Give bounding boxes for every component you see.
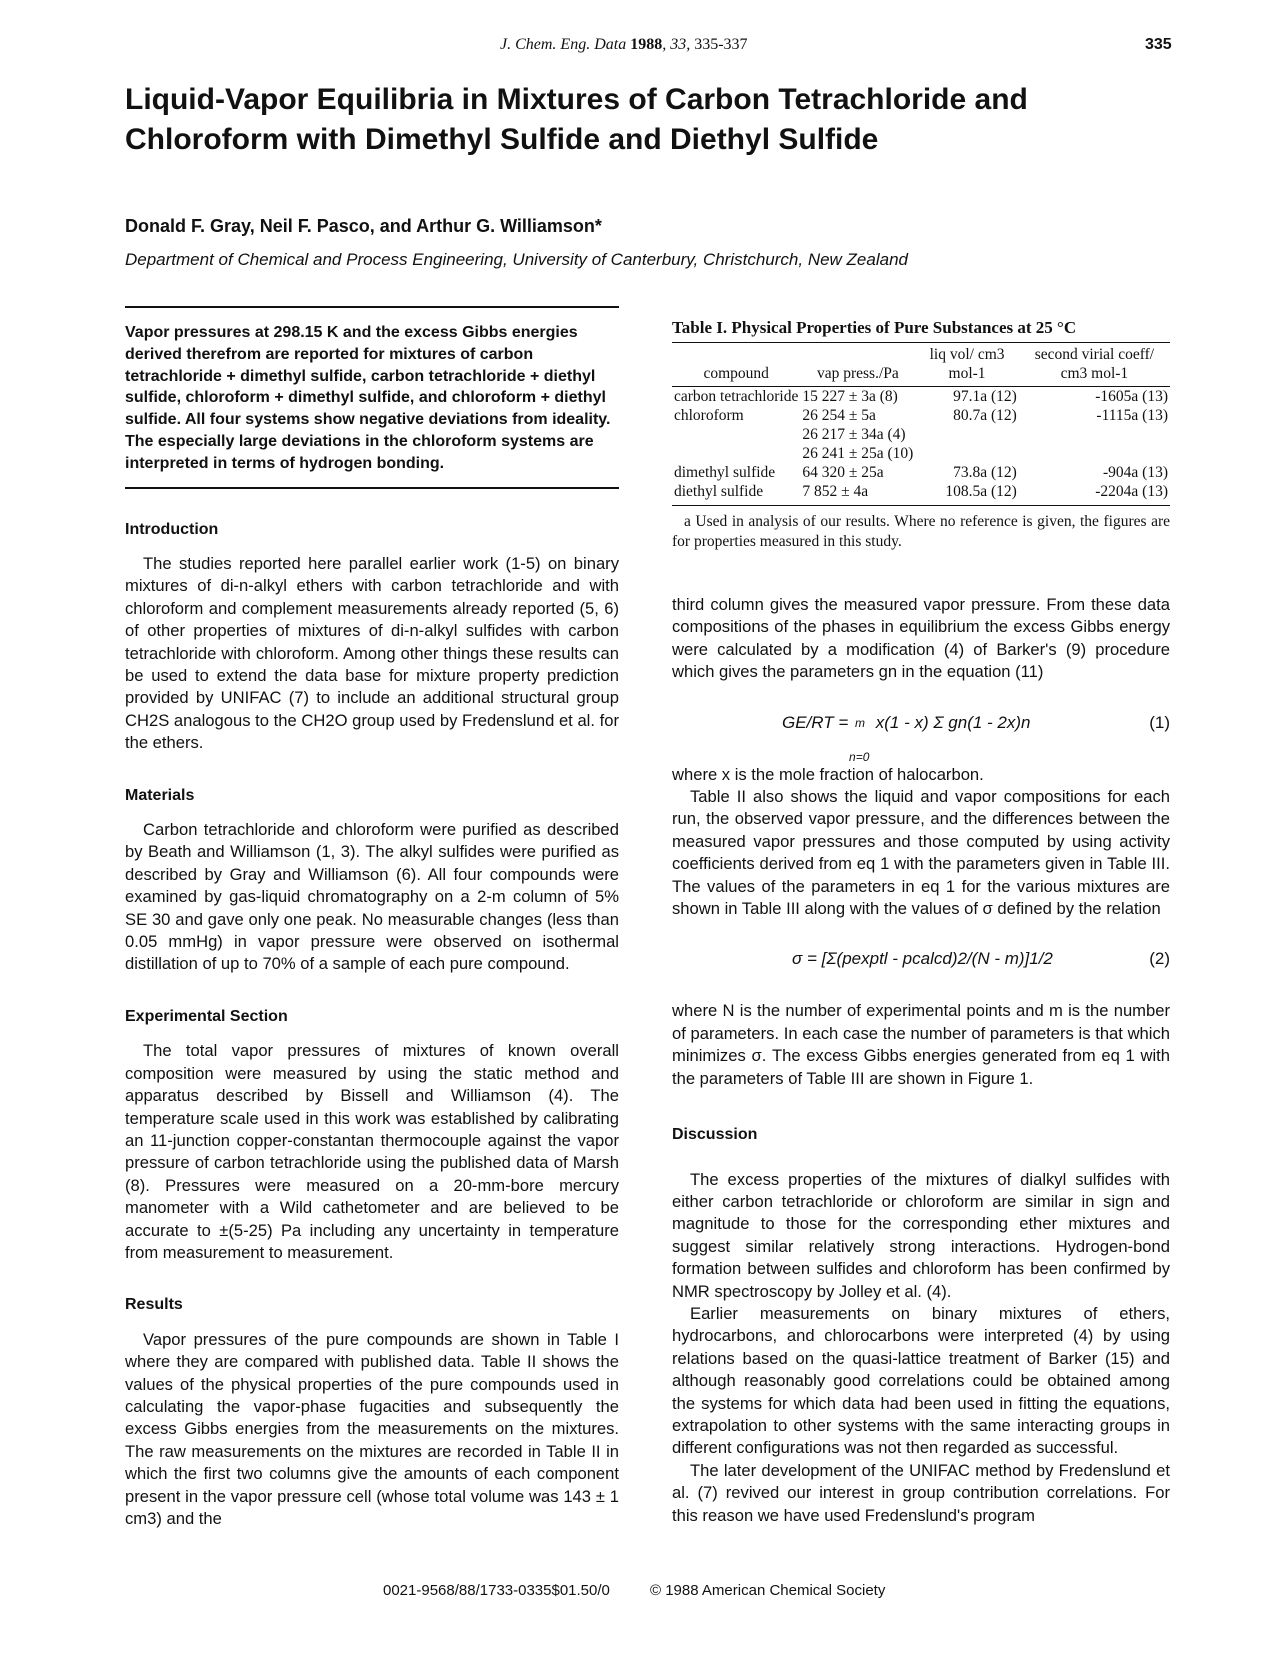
journal-pages: 335-337 [694, 36, 748, 53]
table-row [672, 444, 1170, 463]
results-paragraph-5: where N is the number of experimental points and m is the number of parameters. In each case the number of parameters is that which minimizes σ. The excess Gibbs energies generated from eq 1 with the parameters of Table III are shown in Figure 1. [672, 1001, 1170, 1088]
table-cell-liq-vol: 97.1a (12) [953, 388, 1017, 405]
discussion-paragraph-1: The excess properties of the mixtures of dialkyl sulfides with either carbon tetrachloride or chloroform are similar in sign and magnitude to those for the corresponding ether mixtures and suggest similar relatively strong interactions. Hydrogen-bond formation between sulfides and chloroform has been confirmed by NMR spectroscopy by Jolley et al. (4). [672, 1169, 1170, 1301]
footer-copyright: © 1988 American Chemical Society [650, 1582, 886, 1599]
article-title: Liquid-Vapor Equilibria in Mixtures of Carbon Tetrachloride and Chloroform with Dimethyl Sulfide and Diethyl Sulfide [125, 83, 1028, 156]
table-cell-liq-vol [915, 444, 1018, 463]
table-1-title: Table I. Physical Properties of Pure Substances at 25 °C [672, 316, 1170, 343]
experimental-paragraph: The total vapor pressures of mixtures of known overall composition were measured by using the static method and apparatus described by Bissell and Williamson (4). The temperature scale used in this work was established by calibrating an 11-junction copper-constantan thermocouple against the vapor pressure of carbon tetrachloride using the published data of Marsh (8). Pressures were measured on a 20-mm-bore mercury manometer with a Wild cathetometer and are believed to be accurate to ±(5-25) Pa including any uncertainty in temperature from measurement to measurement. [125, 1041, 619, 1262]
table-cell-virial [1019, 425, 1170, 444]
table-cell-liq-vol: 73.8a (12) [953, 464, 1017, 481]
left-column [125, 306, 619, 1530]
sum-lower-limit: n=0 [849, 749, 870, 764]
table-1-header-compound: compound [672, 343, 800, 387]
table-cell-compound: dimethyl sulfide [674, 464, 776, 481]
table-row [672, 387, 1170, 407]
table-1-header-vap-press: vap press./Pa [800, 343, 915, 387]
table-1-header-liq-vol: liq vol/ cm3 mol-1 [915, 343, 1018, 387]
table-1-header-virial: second virial coeff/ cm3 mol-1 [1019, 343, 1170, 387]
table-cell-vap-press: 64 320 ± 25a [802, 464, 884, 481]
section-heading-materials: Materials [125, 786, 195, 804]
table-cell-virial: -1605a (13) [1095, 388, 1168, 405]
table-1 [672, 316, 1170, 552]
table-cell-compound: diethyl sulfide [674, 483, 764, 500]
table-cell-compound [672, 444, 800, 463]
table-cell-vap-press: 7 852 ± 4a [802, 483, 869, 500]
table-1-footnote: a Used in analysis of our results. Where no reference is given, the figures are for properties measured in this study. [672, 513, 1170, 550]
results-paragraph-3: where x is the mole fraction of halocarbon. [672, 764, 984, 784]
article-authors: Donald F. Gray, Neil F. Pasco, and Arthur G. Williamson* [125, 216, 602, 236]
equation-2-body: σ = [Σ(pexptl - pcalcd)2/(N - m)]1/2 [792, 949, 1053, 969]
equation-2 [672, 934, 1170, 990]
table-cell-compound [672, 425, 800, 444]
table-cell-liq-vol [915, 425, 1018, 444]
table-row [672, 463, 1170, 482]
table-cell-virial: -1115a (13) [1096, 407, 1168, 424]
table-cell-vap-press: 26 254 ± 5a [802, 407, 876, 424]
results-paragraph-1: Vapor pressures of the pure compounds are shown in Table I where they are compared with published data. Table II shows the values of the physical properties of the pure compounds used in calculating the vapor-phase fugacities and subsequently the excess Gibbs energies from the measurements on the mixtures. The raw measurements on the mixtures are recorded in Table II in which the first two columns give the amounts of each component present in the vapor pressure cell (whose total volume was 143 ± 1 cm3) and the [125, 1329, 619, 1529]
table-row [672, 406, 1170, 425]
equation-1 [672, 698, 1170, 764]
equation-2-number: (2) [1149, 949, 1170, 969]
table-1-grid [672, 343, 1170, 506]
table-cell-liq-vol: 108.5a (12) [945, 483, 1017, 500]
table-cell-liq-vol: 80.7a (12) [953, 407, 1017, 424]
table-1-body [672, 387, 1170, 506]
journal-volume: 33 [670, 36, 687, 53]
table-cell-compound: chloroform [674, 407, 744, 424]
equation-1-lhs: GE/RT = [782, 712, 849, 732]
section-heading-experimental: Experimental Section [125, 1007, 288, 1025]
results-paragraph-2: third column gives the measured vapor pressure. From these data compositions of the phases in equilibrium the excess Gibbs energy were calculated by a modification (4) of Barker's (9) procedure which gives the parameters gn in the equation (11) [672, 595, 1170, 682]
footer-code: 0021-9568/88/1733-0335$01.50/0 [383, 1582, 610, 1599]
section-heading-introduction: Introduction [125, 520, 219, 538]
table-cell-virial: -904a (13) [1103, 464, 1168, 481]
journal-year: 1988 [630, 36, 663, 53]
equation-1-number: (1) [1149, 712, 1170, 732]
results-paragraph-4: Table II also shows the liquid and vapor compositions for each run, the observed vapor pressure, and the differences between the measured vapor pressures and those computed by using activity coefficients derived from eq 1 with the parameters given in Table III. The values of the parameters in eq 1 for the various mixtures are shown in Table III along with the values of σ defined by the relation [672, 787, 1170, 919]
table-cell-vap-press: 15 227 ± 3a (8) [802, 388, 898, 405]
table-cell-virial: -2204a (13) [1095, 483, 1168, 500]
table-cell-virial [1019, 444, 1170, 463]
journal-citation: J. Chem. Eng. Data 1988, 33, 335-337 [500, 36, 748, 53]
section-heading-results: Results [125, 1296, 183, 1314]
equation-1-rhs: x(1 - x) Σ gn(1 - 2x)n [875, 712, 1031, 732]
table-cell-vap-press: 26 217 ± 34a (4) [802, 426, 906, 443]
journal-name: J. Chem. Eng. Data [500, 36, 627, 53]
table-row [672, 425, 1170, 444]
right-column [672, 316, 1170, 1527]
equation-1-body [782, 712, 1031, 764]
materials-paragraph: Carbon tetrachloride and chloroform were purified as described by Beath and Williamson (1, 3). The alkyl sulfides were purified as described by Gray and Williamson (6). All four compounds were examined by gas-liquid chromatography on a 2-m column of 5% SE 30 and gave only one peak. No measurable changes (less than 0.05 mmHg) in vapor pressure were observed on isothermal distillation of up to 70% of a sample of each pure compound. [125, 820, 619, 974]
discussion-paragraph-3: The later development of the UNIFAC method by Fredenslund et al. (7) revived our interest in group contribution correlations. For this reason we have used Fredenslund's program [672, 1460, 1170, 1525]
page-number: 335 [1145, 36, 1172, 53]
sum-upper-limit: m [855, 715, 866, 730]
table-cell-vap-press: 26 241 ± 25a (10) [802, 445, 914, 462]
page-header [0, 36, 1283, 60]
article-affiliation: Department of Chemical and Process Engineering, University of Canterbury, Christchurch, New Zealand [125, 250, 908, 269]
abstract: Vapor pressures at 298.15 K and the excess Gibbs energies derived therefrom are reported for mixtures of carbon tetrachloride + dimethyl sulfide, carbon tetrachloride + diethyl sulfide, chloroform + dimethyl sulfide, and chloroform + diethyl sulfide. All four systems show negative deviations from ideality. The especially large deviations in the chloroform systems are interpreted in terms of hydrogen bonding. [125, 306, 619, 489]
table-cell-compound: carbon tetrachloride [674, 388, 799, 405]
section-heading-discussion: Discussion [672, 1126, 758, 1144]
discussion-paragraph-2: Earlier measurements on binary mixtures of ethers, hydrocarbons, and chlorocarbons were interpreted (4) by using relations based on the quasi-lattice treatment of Barker (15) and although reasonably good correlations could be obtained among the systems for which data had been used in fitting the equations, extrapolation to other systems with the same interacting groups in different configurations was not then regarded as successful. [672, 1303, 1170, 1458]
introduction-paragraph: The studies reported here parallel earlier work (1-5) on binary mixtures of di-n-alkyl ethers with carbon tetrachloride and with chloroform and complement measurements already reported (5, 6) of other properties of mixtures of di-n-alkyl sulfides with carbon tetrachloride with chloroform. Among other things these results can be used to extend the data base for mixture property prediction provided by UNIFAC (7) to include an additional structural group CH2S analogous to the CH2O group used by Fredenslund et al. for the ethers. [125, 553, 619, 753]
table-row [672, 482, 1170, 506]
